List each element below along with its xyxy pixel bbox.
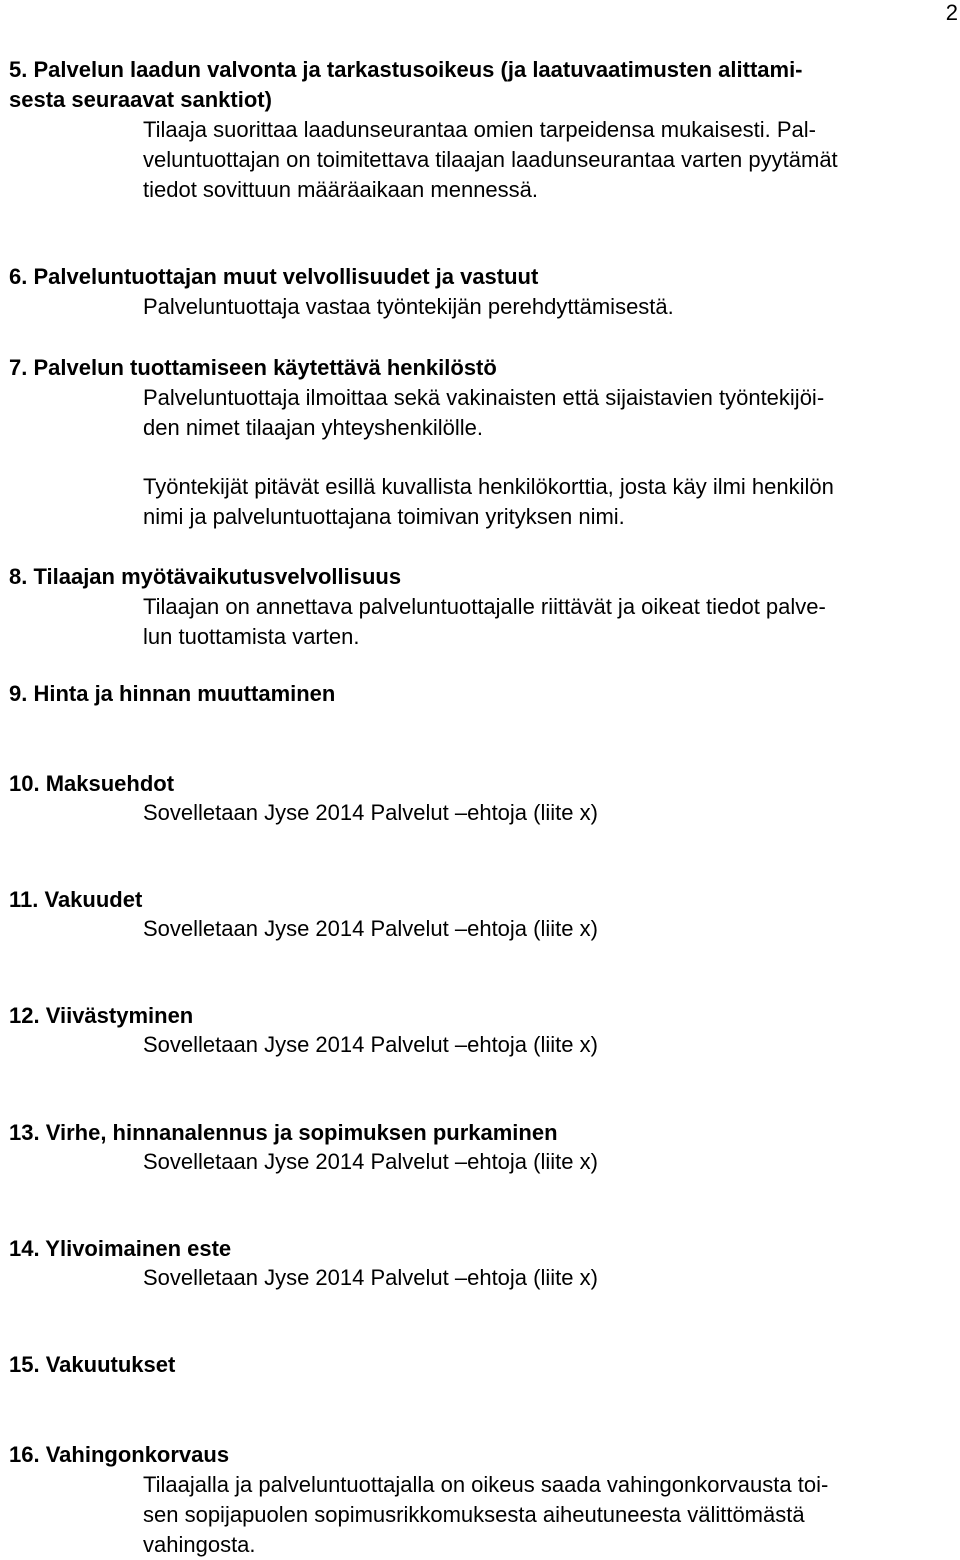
section-12-heading: 12. Viivästyminen	[9, 1003, 194, 1028]
section-12-body: Sovelletaan Jyse 2014 Palvelut –ehtoja (liite x)	[143, 1032, 598, 1057]
section-5-body	[143, 115, 838, 205]
section-16-body-line-1: Tilaajalla ja palveluntuottajalla on oikeus saada vahingonkorvausta toi-	[143, 1472, 829, 1497]
section-14-heading: 14. Ylivoimainen este	[9, 1236, 232, 1261]
section-7-body-2-line-1: Työntekijät pitävät esillä kuvallista henkilökorttia, josta käy ilmi henkilön	[143, 474, 834, 499]
section-5-body-line-2: veluntuottajan on toimitettava tilaajan laadunseurantaa varten pyytämät	[143, 147, 838, 172]
section-11-heading: 11. Vakuudet	[9, 887, 143, 912]
section-13-heading: 13. Virhe, hinnanalennus ja sopimuksen purkaminen	[9, 1120, 558, 1145]
section-10-heading: 10. Maksuehdot	[9, 771, 175, 796]
section-16-body-line-2: sen sopijapuolen sopimusrikkomuksesta aiheutuneesta välittömästä	[143, 1502, 805, 1527]
section-7-body-1-line-2: den nimet tilaajan yhteyshenkilölle.	[143, 415, 483, 440]
section-16-body	[143, 1470, 828, 1560]
section-10-body: Sovelletaan Jyse 2014 Palvelut –ehtoja (liite x)	[143, 800, 598, 825]
section-11-body: Sovelletaan Jyse 2014 Palvelut –ehtoja (liite x)	[143, 916, 598, 941]
section-5-heading-line-1: 5. Palvelun laadun valvonta ja tarkastusoikeus (ja laatuvaatimusten alittami-	[9, 57, 803, 82]
section-5-body-line-3: tiedot sovittuun määräaikaan mennessä.	[143, 177, 539, 202]
section-16-heading: 16. Vahingonkorvaus	[9, 1442, 230, 1467]
section-13-body: Sovelletaan Jyse 2014 Palvelut –ehtoja (liite x)	[143, 1149, 598, 1174]
section-5-body-line-1: Tilaaja suorittaa laadunseurantaa omien tarpeidensa mukaisesti. Pal-	[143, 117, 817, 142]
section-16-body-line-3: vahingosta.	[143, 1532, 256, 1557]
section-5-heading-line-2: sesta seuraavat sanktiot)	[9, 87, 272, 112]
section-8-body	[143, 592, 826, 652]
section-14-body: Sovelletaan Jyse 2014 Palvelut –ehtoja (liite x)	[143, 1265, 598, 1290]
section-8-body-line-1: Tilaajan on annettava palveluntuottajalle riittävät ja oikeat tiedot palve-	[143, 594, 826, 619]
section-7-body-2-line-2: nimi ja palveluntuottajana toimivan yrityksen nimi.	[143, 504, 625, 529]
section-7-body-1-line-1: Palveluntuottaja ilmoittaa sekä vakinaisten että sijaistavien työntekijöi-	[143, 385, 825, 410]
page-number: 2	[945, 0, 958, 25]
section-7-heading: 7. Palvelun tuottamiseen käytettävä henkilöstö	[9, 355, 497, 380]
section-7-body-1	[143, 383, 824, 443]
section-8-heading: 8. Tilaajan myötävaikutusvelvollisuus	[9, 564, 402, 589]
section-5-heading	[9, 55, 803, 115]
section-6-heading: 6. Palveluntuottajan muut velvollisuudet ja vastuut	[9, 264, 539, 289]
section-7-body-2	[143, 472, 834, 532]
section-9-heading: 9. Hinta ja hinnan muuttaminen	[9, 681, 336, 706]
section-8-body-line-2: lun tuottamista varten.	[143, 624, 360, 649]
section-15-heading: 15. Vakuutukset	[9, 1352, 176, 1377]
section-6-body: Palveluntuottaja vastaa työntekijän perehdyttämisestä.	[143, 294, 674, 319]
